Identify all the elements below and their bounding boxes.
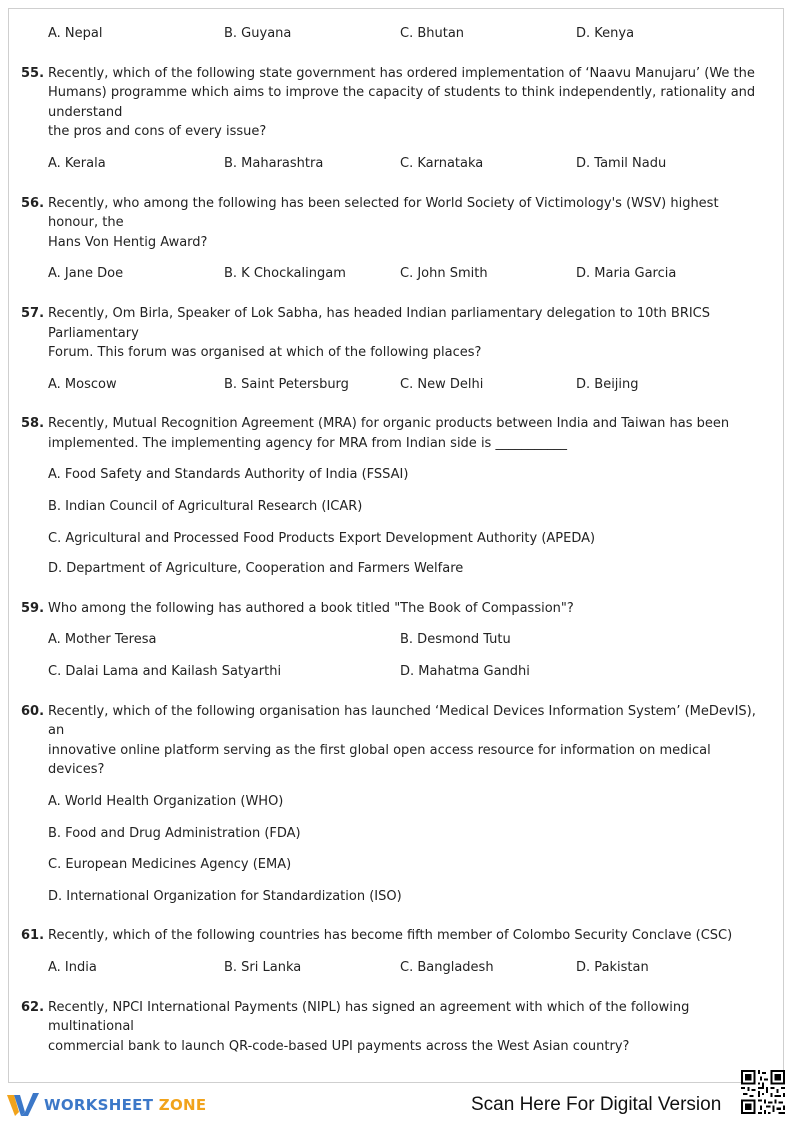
scan-label: Scan Here For Digital Version	[471, 1094, 722, 1115]
option-c: C. European Medicines Agency (EMA)	[48, 857, 292, 872]
option-b: B. Saint Petersburg	[224, 377, 349, 392]
question-text-line: Recently, which of the following organisation has launched ‘Medical Devices Information System’ (MeDevIS),	[48, 704, 756, 719]
question-text-line: an	[48, 723, 65, 738]
option-d: D. International Organization for Standardization (ISO)	[48, 889, 402, 904]
option-b: B. Sri Lanka	[224, 960, 302, 975]
option-d: D. Pakistan	[576, 960, 649, 975]
question-text-line: innovative online platform serving as the first global open access resource for information on medical	[48, 743, 711, 758]
option-c: C. John Smith	[400, 266, 488, 281]
question-text-line: Recently, Om Birla, Speaker of Lok Sabha, has headed Indian parliamentary delegation to 10th BRICS	[48, 306, 711, 321]
option-a: A. India	[48, 960, 97, 975]
logo-w-icon	[6, 1092, 40, 1118]
top-option-b: B. Guyana	[224, 26, 292, 41]
worksheet-zone-logo[interactable]	[6, 1092, 206, 1118]
question-text-line: implemented. The implementing agency for MRA from Indian side is ___________	[48, 436, 567, 451]
top-option-c: C. Bhutan	[400, 26, 465, 41]
option-a: A. Mother Teresa	[48, 632, 157, 647]
option-a: A. Moscow	[48, 377, 117, 392]
option-b: B. Indian Council of Agricultural Research (ICAR)	[48, 499, 363, 514]
question-text-line: Who among the following has authored a book titled "The Book of Compassion"?	[48, 601, 574, 616]
brand-name	[44, 1096, 206, 1114]
option-d: D. Tamil Nadu	[576, 156, 667, 171]
brand-name-part1: WORKSHEET	[44, 1096, 154, 1114]
option-c: C. New Delhi	[400, 377, 484, 392]
question-text-line: devices?	[48, 762, 105, 777]
option-c: C. Dalai Lama and Kailash Satyarthi	[48, 664, 282, 679]
question-number: 61.	[21, 928, 45, 943]
question-text-line: Recently, NPCI International Payments (NIPL) has signed an agreement with which of the following	[48, 1000, 690, 1015]
option-b: B. Maharashtra	[224, 156, 324, 171]
option-b: B. K Chockalingam	[224, 266, 346, 281]
question-text-line: Recently, which of the following countries has become fifth member of Colombo Security Conclave (CSC)	[48, 928, 733, 943]
top-option-a: A. Nepal	[48, 26, 103, 41]
question-text-line: Hans Von Hentig Award?	[48, 235, 208, 250]
option-c: C. Karnataka	[400, 156, 484, 171]
option-c: C. Agricultural and Processed Food Products Export Development Authority (APEDA)	[48, 531, 596, 546]
question-number: 55.	[21, 66, 45, 81]
question-number: 56.	[21, 196, 45, 211]
question-text-line: understand	[48, 105, 123, 120]
option-d: D. Beijing	[576, 377, 639, 392]
option-c: C. Bangladesh	[400, 960, 494, 975]
option-a: A. World Health Organization (WHO)	[48, 794, 284, 809]
option-b: B. Food and Drug Administration (FDA)	[48, 826, 301, 841]
option-a: A. Food Safety and Standards Authority of India (FSSAI)	[48, 467, 409, 482]
option-d: D. Mahatma Gandhi	[400, 664, 530, 679]
question-text-line: Recently, Mutual Recognition Agreement (MRA) for organic products between India and Taiwan has been	[48, 416, 730, 431]
question-text-line: Recently, who among the following has been selected for World Society of Victimology's (WSV) highest	[48, 196, 719, 211]
option-a: A. Jane Doe	[48, 266, 124, 281]
question-number: 62.	[21, 1000, 45, 1015]
question-number: 59.	[21, 601, 45, 616]
question-text-line: honour, the	[48, 215, 124, 230]
question-text-line: Humans) programme which aims to improve the capacity of students to think independently, rationality and	[48, 85, 756, 100]
question-text-line: Forum. This forum was organised at which of the following places?	[48, 345, 482, 360]
question-number: 57.	[21, 306, 45, 321]
top-option-d: D. Kenya	[576, 26, 635, 41]
question-text-line: Recently, which of the following state government has ordered implementation of ‘Naavu Manujaru’ (We the	[48, 66, 755, 81]
option-d: D. Department of Agriculture, Cooperation and Farmers Welfare	[48, 561, 464, 576]
option-b: B. Desmond Tutu	[400, 632, 511, 647]
option-d: D. Maria Garcia	[576, 266, 677, 281]
question-text-line: multinational	[48, 1019, 134, 1034]
question-number: 58.	[21, 416, 45, 431]
question-number: 60.	[21, 704, 45, 719]
question-text-line: Parliamentary	[48, 326, 139, 341]
question-text-line: commercial bank to launch QR-code-based UPI payments across the West Asian country?	[48, 1039, 630, 1054]
brand-name-part2: ZONE	[158, 1096, 207, 1114]
option-a: A. Kerala	[48, 156, 106, 171]
qr-code-icon[interactable]	[741, 1070, 785, 1114]
question-text-line: the pros and cons of every issue?	[48, 124, 267, 139]
